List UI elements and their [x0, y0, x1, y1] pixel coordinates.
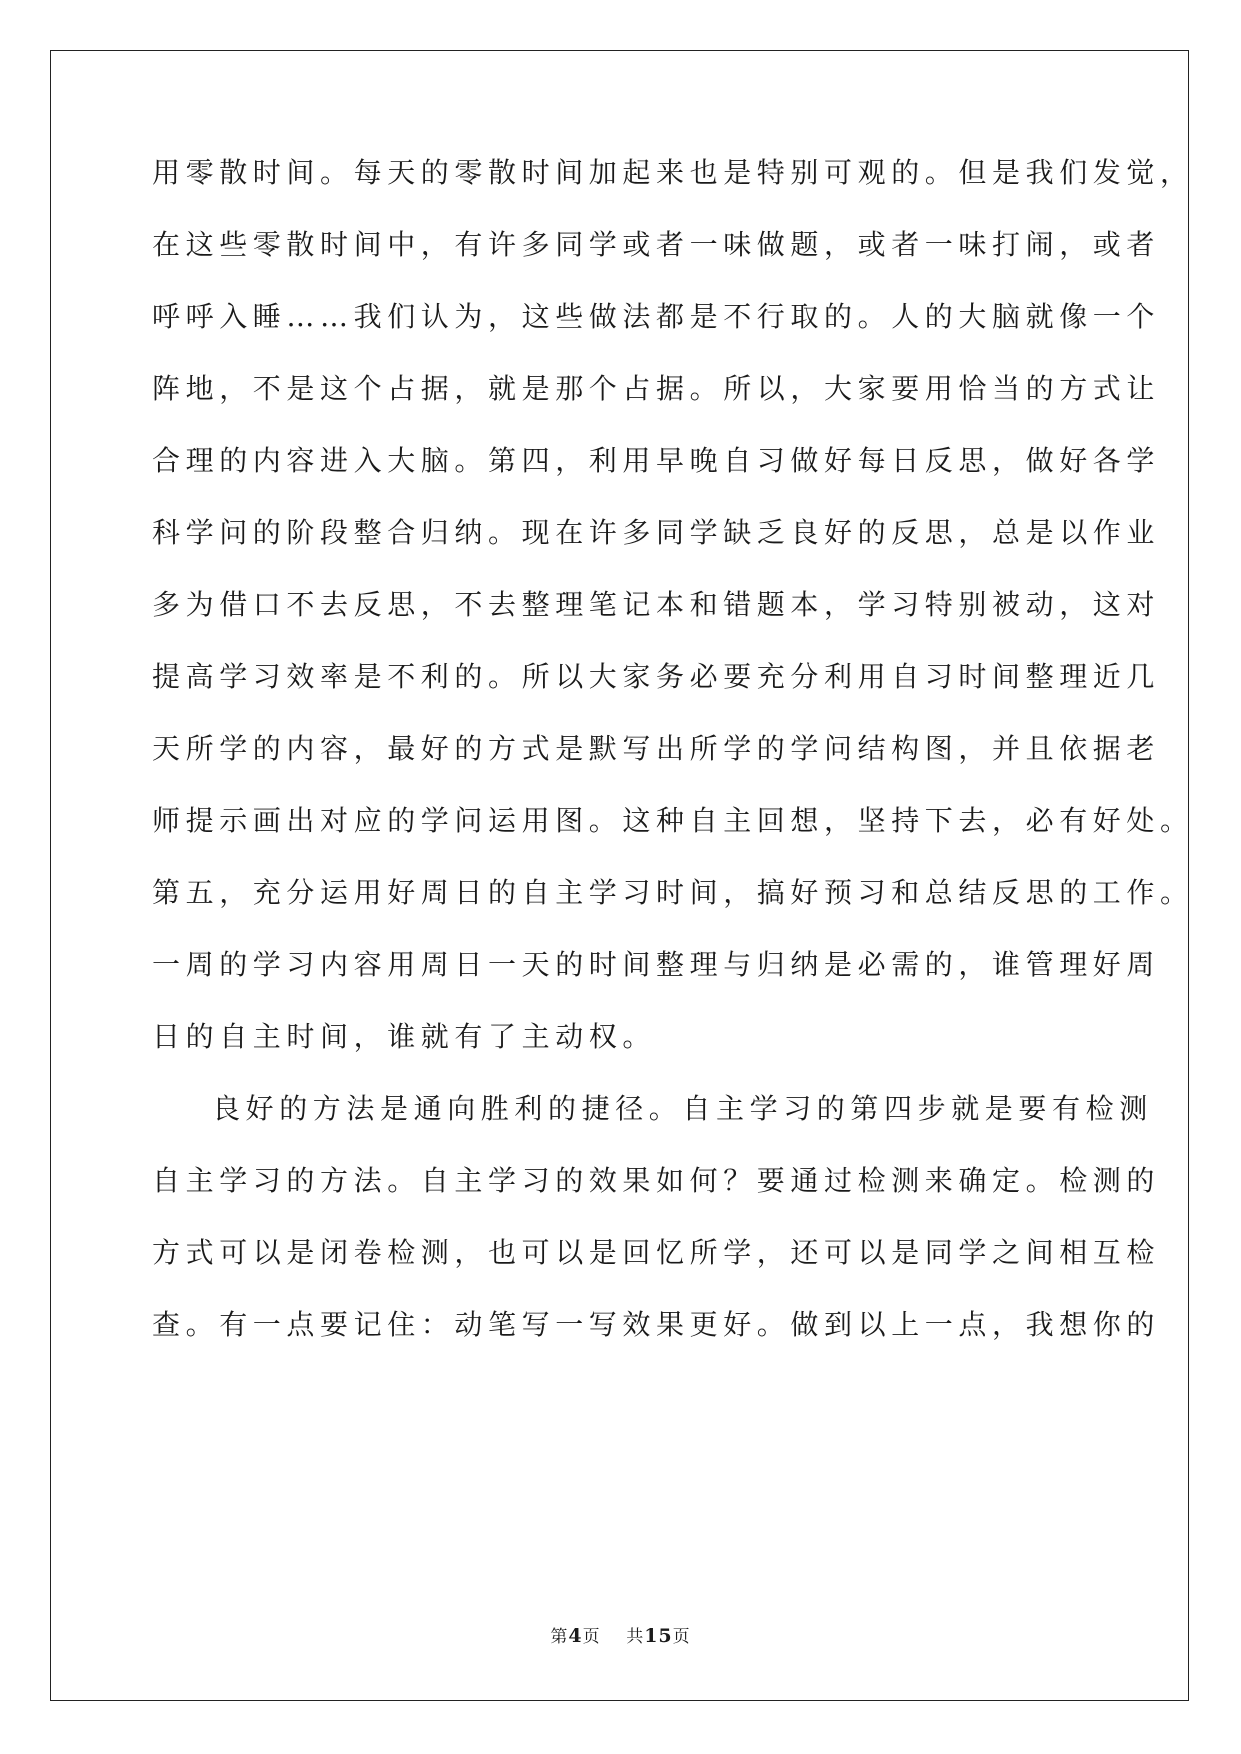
text-line: 合理的内容进入大脑。第四，利用早晚自习做好每日反思，做好各学 [152, 444, 1161, 477]
text-line: 阵地，不是这个占据，就是那个占据。所以，大家要用恰当的方式让 [152, 372, 1161, 405]
page-footer [0, 1622, 1241, 1647]
text-line: 在这些零散时间中，有许多同学或者一味做题，或者一味打闹，或者 [152, 228, 1161, 261]
text-line: 查。有一点要记住：动笔写一写效果更好。做到以上一点，我想你的 [152, 1308, 1161, 1341]
text-line: 方式可以是闭卷检测，也可以是回忆所学，还可以是同学之间相互检 [152, 1236, 1161, 1269]
text-line: 自主学习的方法。自主学习的效果如何？要通过检测来确定。检测的 [152, 1164, 1161, 1197]
text-line: 天所学的内容，最好的方式是默写出所学的学问结构图，并且依据老 [152, 732, 1161, 765]
page-suffix: 页 [582, 1627, 601, 1647]
total-prefix: 共 [626, 1627, 645, 1647]
text-line: 第五，充分运用好周日的自主学习时间，搞好预习和总结反思的工作。 [152, 876, 1194, 909]
page-number: 4 [568, 1625, 583, 1647]
text-line: 师提示画出对应的学问运用图。这种自主回想，坚持下去，必有好处。 [152, 804, 1194, 837]
text-line: 良好的方法是通向胜利的捷径。自主学习的第四步就是要有检测 [212, 1092, 1153, 1125]
page-prefix: 第 [550, 1627, 569, 1647]
text-line: 提高学习效率是不利的。所以大家务必要充分利用自习时间整理近几 [152, 660, 1161, 693]
text-line: 日的自主时间，谁就有了主动权。 [152, 1020, 657, 1053]
text-line: 用零散时间。每天的零散时间加起来也是特别可观的。但是我们发觉， [152, 156, 1194, 189]
text-line: 一周的学习内容用周日一天的时间整理与归纳是必需的，谁管理好周 [152, 948, 1161, 981]
text-line: 多为借口不去反思，不去整理笔记本和错题本，学习特别被动，这对 [152, 588, 1161, 621]
text-line: 科学问的阶段整合归纳。现在许多同学缺乏良好的反思，总是以作业 [152, 516, 1161, 549]
total-pages: 15 [644, 1625, 673, 1647]
total-suffix: 页 [672, 1627, 691, 1647]
text-line: 呼呼入睡……我们认为，这些做法都是不行取的。人的大脑就像一个 [152, 300, 1161, 333]
